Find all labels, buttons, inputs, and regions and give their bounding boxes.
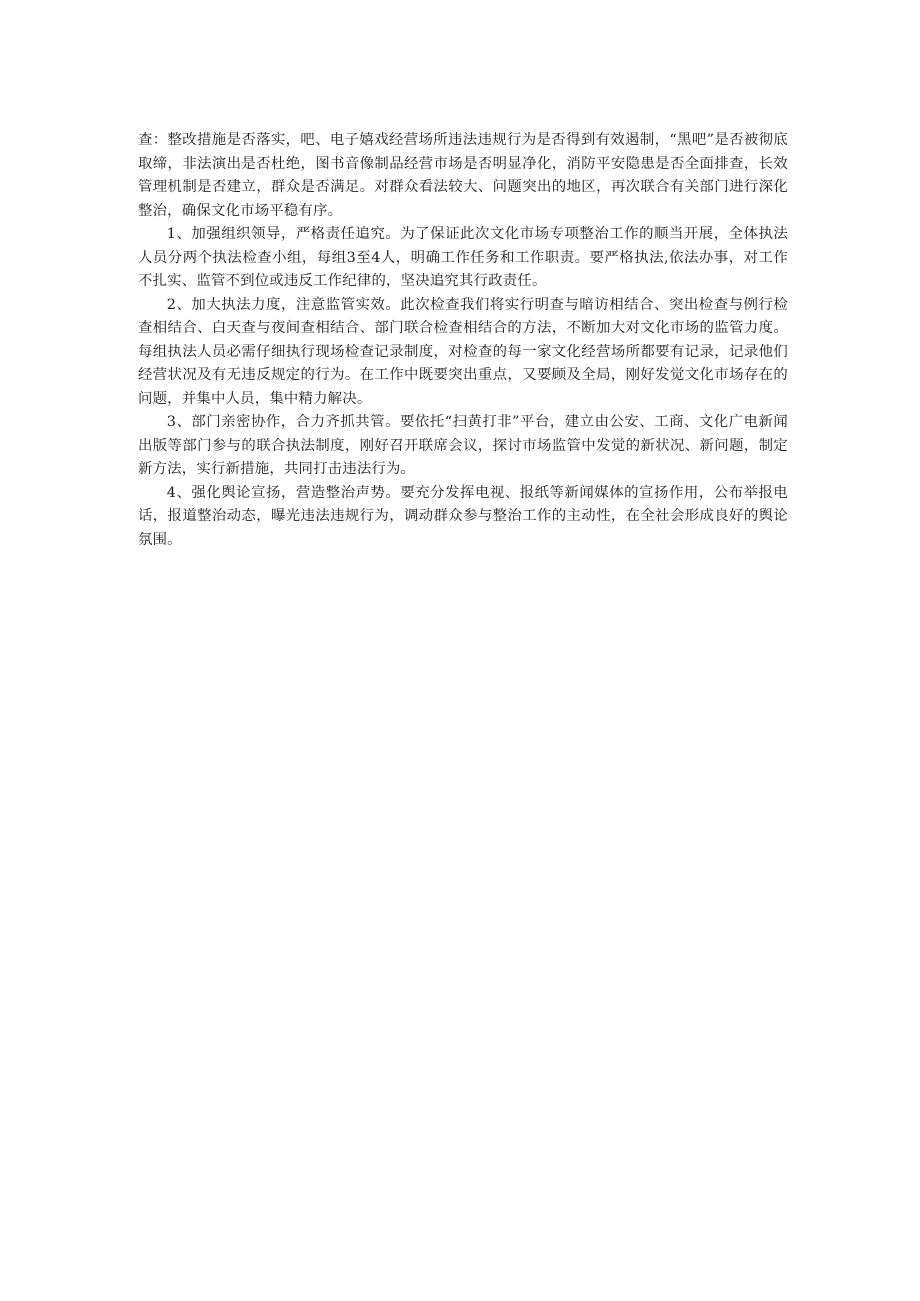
- paragraph-item-3: 3、部门亲密协作，合力齐抓共管。要依托“扫黄打非”平台，建立由公安、工商、文化广电新闻出版等部门参与的联合执法制度，刚好召开联席会议，探讨市场监管中发觉的新状况、新问题，制定新方法，实行新措施，共同打击违法行为。: [138, 414, 788, 477]
- paragraph-item-2: 2、加大执法力度，注意监管实效。此次检查我们将实行明查与暗访相结合、突出检查与例行检查相结合、白天查与夜间查相结合、部门联合检查相结合的方法，不断加大对文化市场的监管力度。每组执法人员必需仔细执行现场检查记录制度，对检查的每一家文化经营场所都要有记录，记录他们经营状况及有无违反规定的行为。在工作中既要突出重点，又要顾及全局，刚好发觉文化市场存在的问题，并集中人员，集中精力解决。: [138, 296, 788, 407]
- document-body: [138, 129, 788, 552]
- paragraph-intro: 查：整改措施是否落实，吧、电子嬉戏经营场所违法违规行为是否得到有效遏制，“黑吧”是否被彻底取缔，非法演出是否杜绝，图书音像制品经营市场是否明显净化，消防平安隐患是否全面排查，长效管理机制是否建立，群众是否满足。对群众看法较大、问题突出的地区，再次联合有关部门进行深化整治，确保文化市场平稳有序。: [138, 132, 788, 219]
- paragraph-item-4: 4、强化舆论宣扬，营造整治声势。要充分发挥电视、报纸等新闻媒体的宣扬作用，公布举报电话，报道整治动态，曝光违法违规行为，调动群众参与整治工作的主动性，在全社会形成良好的舆论氛围。: [138, 484, 788, 548]
- paragraph-item-1: 1、加强组织领导，严格责任追究。为了保证此次文化市场专项整治工作的顺当开展，全体执法人员分两个执法检查小组，每组3至4人，明确工作任务和工作职责。要严格执法,依法办事，对工作不扎实、监管不到位或违反工作纪律的，坚决追究其行政责任。: [138, 226, 788, 289]
